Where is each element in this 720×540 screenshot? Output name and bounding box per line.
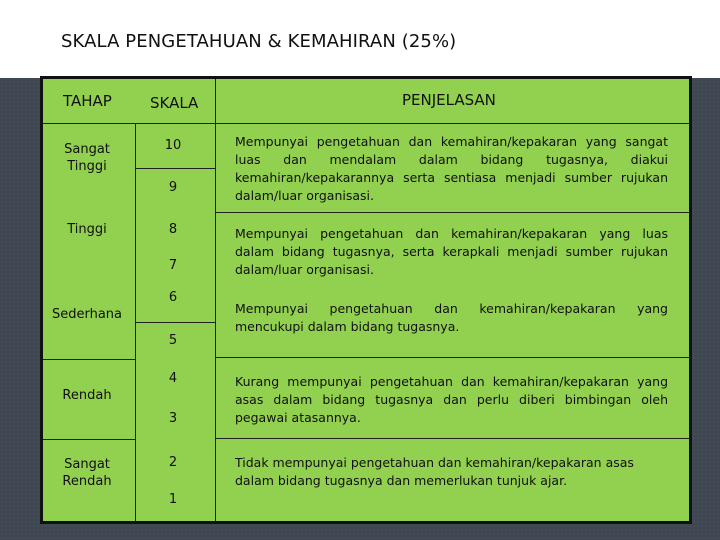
scale-6: 6 xyxy=(168,290,178,305)
header-skala: SKALA xyxy=(150,94,199,112)
scale-7: 7 xyxy=(168,258,178,273)
scale-table xyxy=(40,76,692,524)
header-tahap: TAHAP xyxy=(63,92,112,110)
scale-divider xyxy=(135,168,215,169)
desc-sangat-rendah: Tidak mempunyai pengetahuan dan kemahiran/kepakaran asas dalam bidang tugasnya dan memerlukan tunjuk ajar. xyxy=(235,455,634,488)
row-divider xyxy=(215,438,689,439)
column-divider xyxy=(135,123,136,521)
scale-5: 5 xyxy=(168,333,178,348)
page-title: SKALA PENGETAHUAN & KEMAHIRAN (25%) xyxy=(61,31,457,52)
slide-header xyxy=(0,0,720,78)
row-divider xyxy=(43,439,135,440)
table-body xyxy=(43,79,689,521)
scale-8: 8 xyxy=(168,222,178,237)
row-divider xyxy=(215,212,689,213)
desc-sangat-tinggi: Mempunyai pengetahuan dan kemahiran/kepakaran yang sangat luas dan mendalam dalam bidang tugasnya, diakui kemahiran/kepakarannya serta sentiasa menjadi sumber rujukan dalam/luar organisasi. xyxy=(235,134,668,203)
tahap-tinggi: Tinggi xyxy=(67,222,107,237)
scale-4: 4 xyxy=(168,371,178,386)
tahap-sangat-rendah: Sangat Rendah xyxy=(62,457,112,489)
header-penjelasan: PENJELASAN xyxy=(402,91,496,109)
scale-1: 1 xyxy=(168,492,178,507)
scale-divider xyxy=(135,322,215,323)
scale-3: 3 xyxy=(168,411,178,426)
scale-10: 10 xyxy=(164,138,182,153)
tahap-rendah: Rendah xyxy=(62,388,112,403)
column-divider xyxy=(215,79,216,521)
tahap-sederhana: Sederhana xyxy=(51,307,123,322)
desc-sederhana: Mempunyai pengetahuan dan kemahiran/kepakaran yang mencukupi dalam bidang tugasnya. xyxy=(235,301,668,334)
scale-9: 9 xyxy=(168,180,178,195)
desc-tinggi: Mempunyai pengetahuan dan kemahiran/kepakaran yang luas dalam bidang tugasnya, serta kerapkali menjadi sumber rujukan dalam/luar organisasi. xyxy=(235,226,668,277)
scale-2: 2 xyxy=(168,455,178,470)
row-divider xyxy=(43,359,135,360)
row-divider xyxy=(215,357,689,358)
tahap-sangat-tinggi: Sangat Tinggi xyxy=(64,142,110,174)
desc-rendah: Kurang mempunyai pengetahuan dan kemahiran/kepakaran yang asas dalam bidang tugasnya dan perlu diberi bimbingan oleh pegawai atasannya. xyxy=(235,374,668,425)
row-divider xyxy=(43,123,689,124)
